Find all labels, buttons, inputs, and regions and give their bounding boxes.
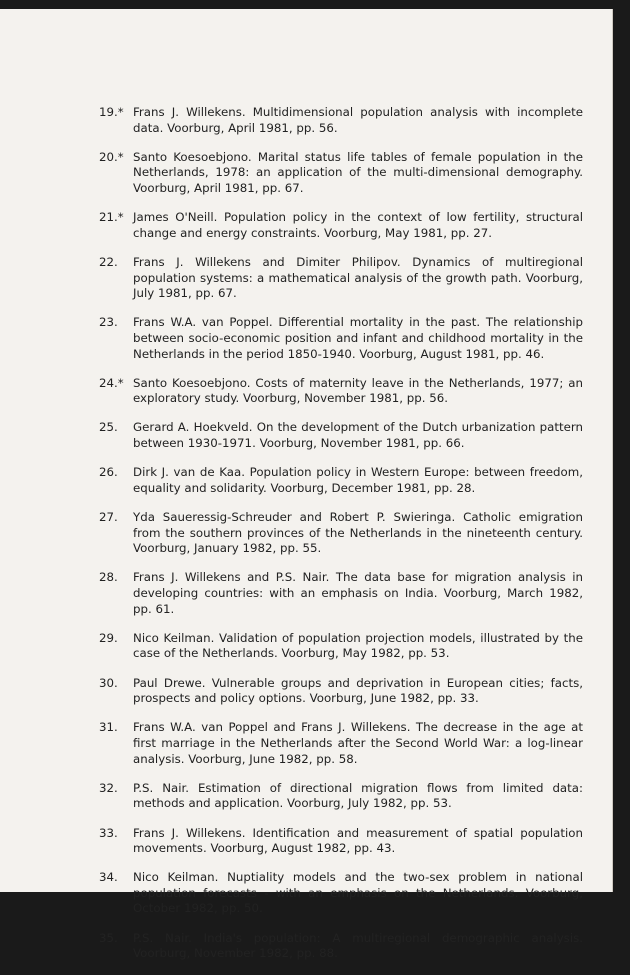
entry-number: 20.*: [99, 149, 124, 164]
list-item: [99, 420, 583, 451]
entry-text: Frans W.A. van Poppel. Differential mortality in the past. The relationship between socio-economic position and infant and childhood mortality in the Netherlands in the period 1850-1940. Voorburg, August 1981, pp. 46.: [133, 315, 583, 361]
list-item: [99, 931, 583, 962]
list-item: [99, 376, 583, 407]
document-page: [0, 9, 613, 961]
entry-number: 34.: [99, 870, 118, 885]
list-item: [99, 631, 583, 662]
publication-list: [99, 105, 583, 975]
entry-text: Santo Koesoebjono. Marital status life tables of female population in the Netherlands, 1978: an application of the multi-dimensional demography. Voorburg, April 1981, pp. 67.: [133, 149, 583, 195]
entry-text: Frans J. Willekens and Dimiter Philipov. Dynamics of multiregional population systems: a mathematical analysis of the growth path. Voorburg, July 1981, pp. 67.: [133, 254, 583, 301]
entry-text: P.S. Nair. Estimation of directional migration flows from limited data: methods and application. Voorburg, July 1982, pp. 53.: [133, 780, 583, 811]
list-item: [99, 510, 583, 557]
list-item: [99, 465, 583, 496]
entry-text: Nico Keilman. Nuptiality models and the two-sex problem in national population forecasts - with an emphasis on the Netherlands. Voorburg, October 1982, pp. 50.: [133, 870, 583, 916]
list-item: [99, 676, 583, 707]
list-item: [99, 720, 583, 767]
list-item: [99, 570, 583, 617]
entry-text: Nico Keilman. Validation of population projection models, illustrated by the case of the Netherlands. Voorburg, May 1982, pp. 53.: [133, 630, 583, 661]
entry-text: Santo Koesoebjono. Costs of maternity leave in the Netherlands, 1977; an exploratory study. Voorburg, November 1981, pp. 56.: [133, 375, 583, 406]
entry-number: 23.: [99, 315, 118, 330]
entry-text: Yda Saueressig-Schreuder and Robert P. Swieringa. Catholic emigration from the southern provinces of the Netherlands in the nineteenth century. Voorburg, January 1982, pp. 55.: [133, 510, 583, 556]
list-item: [99, 781, 583, 812]
entry-number: 31.: [99, 720, 118, 735]
entry-text: Dirk J. van de Kaa. Population policy in Western Europe: between freedom, equality and solidarity. Voorburg, December 1981, pp. 28.: [133, 465, 583, 495]
list-item: [99, 870, 583, 917]
entry-text: Paul Drewe. Vulnerable groups and deprivation in European cities; facts, prospects and policy options. Voorburg, June 1982, pp. 33.: [133, 675, 583, 706]
entry-text: James O'Neill. Population policy in the context of low fertility, structural change and energy constraints. Voorburg, May 1981, pp. 27.: [133, 210, 583, 240]
entry-number: 22.: [99, 254, 118, 269]
entry-text: Frans J. Willekens. Identification and measurement of spatial population movements. Voorburg, August 1982, pp. 43.: [133, 825, 583, 856]
entry-number: 30.: [99, 675, 118, 690]
list-item: [99, 315, 583, 362]
entry-number: 19.*: [99, 105, 124, 119]
entry-number: 29.: [99, 630, 118, 645]
list-item: [99, 826, 583, 857]
entry-text: P.S. Nair. India's population: A multiregional demographic analysis. Voorburg, November 1982, pp. 88.: [133, 930, 583, 961]
list-item: [99, 105, 583, 136]
entry-number: 25.: [99, 420, 118, 435]
entry-text: Frans W.A. van Poppel and Frans J. Willekens. The decrease in the age at first marriage in the Netherlands after the Second World War: a log-linear analysis. Voorburg, June 1982, pp. 58.: [133, 720, 583, 766]
entry-text: Frans J. Willekens. Multidimensional population analysis with incomplete data. Voorburg, April 1981, pp. 56.: [133, 105, 583, 135]
entry-number: 35.: [99, 930, 118, 945]
entry-number: 24.*: [99, 375, 124, 390]
entry-number: 26.: [99, 465, 118, 480]
entry-text: Frans J. Willekens and P.S. Nair. The data base for migration analysis in developing countries: with an emphasis on India. Voorburg, March 1982, pp. 61.: [133, 570, 583, 616]
entry-text: Gerard A. Hoekveld. On the development of the Dutch urbanization pattern between 1930-1971. Voorburg, November 1981, pp. 66.: [133, 420, 583, 451]
entry-number: 32.: [99, 780, 118, 795]
entry-number: 21.*: [99, 210, 124, 225]
list-item: [99, 150, 583, 197]
entry-number: 33.: [99, 825, 118, 840]
entry-number: 27.: [99, 510, 118, 525]
list-item: [99, 255, 583, 302]
list-item: [99, 210, 583, 241]
entry-number: 28.: [99, 570, 118, 585]
